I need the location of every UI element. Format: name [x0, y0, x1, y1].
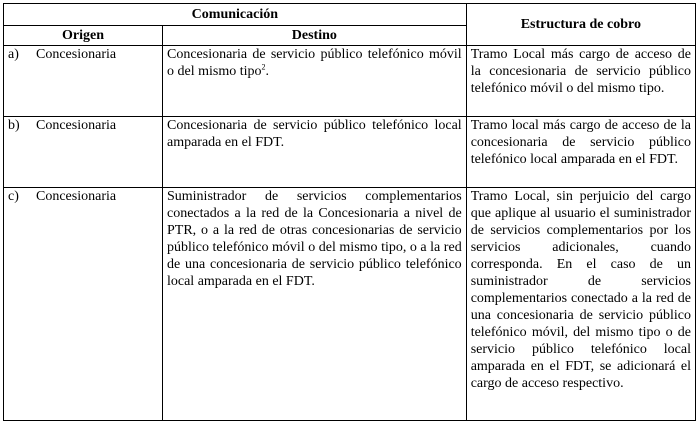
origen-cell	[4, 117, 163, 188]
cobro-value: Tramo Local, sin perjuicio del cargo que aplique al usuario el suministrador de servicios complementarios por los servicios adicionales, cuando corresponda. En el caso de un suministrador de servicios complementarios conectado a la red de una concesionaria de servicio público telefónico móvil, del mismo tipo o de servicio público telefónico local amparada en el FDT, se adicionará el cargo de acceso respectivo.	[470, 189, 691, 391]
origen-value: Concesionaria	[36, 189, 117, 204]
row-letter: c)	[8, 189, 19, 204]
origen-cell	[4, 46, 163, 117]
charging-structure-table	[3, 3, 696, 421]
table-row	[4, 117, 696, 188]
table-row	[4, 46, 696, 117]
header-destino: Destino	[162, 26, 466, 46]
destino-cell	[162, 46, 466, 117]
destino-cell	[162, 117, 466, 188]
destino-cell	[162, 188, 466, 421]
footnote-marker: 2	[261, 62, 266, 72]
cobro-value: Tramo local más cargo de acceso de la concesionaria de servicio público telefónico local amparada en el FDT.	[470, 118, 691, 167]
origen-value: Concesionaria	[36, 118, 117, 133]
table-row	[4, 188, 696, 421]
origen-cell	[4, 188, 163, 421]
destino-suffix: .	[265, 64, 269, 79]
row-letter: b)	[8, 118, 20, 133]
header-origen: Origen	[4, 26, 163, 46]
destino-value: Concesionaria de servicio público telefónico local amparada en el FDT.	[166, 118, 462, 150]
cobro-cell	[466, 188, 695, 421]
row-letter: a)	[8, 47, 19, 62]
cobro-cell	[466, 117, 695, 188]
origen-value: Concesionaria	[36, 47, 117, 62]
destino-value: Concesionaria de servicio público telefónico móvil o del mismo tipo	[166, 47, 462, 79]
header-estructura-de-cobro: Estructura de cobro	[466, 4, 695, 46]
cobro-value: Tramo Local más cargo de acceso de la concesionaria de servicio público telefónico móvil o del mismo tipo.	[470, 47, 691, 96]
cobro-cell	[466, 46, 695, 117]
destino-value: Suministrador de servicios complementarios conectados a la red de la Concesionaria a nivel de PTR, o a la red de otras concesionarias de servicio público telefónico móvil o del mismo tipo, o a la red de una concesionaria de servicio público telefónico local amparada en el FDT.	[166, 189, 462, 289]
header-comunicacion: Comunicación	[4, 4, 467, 26]
